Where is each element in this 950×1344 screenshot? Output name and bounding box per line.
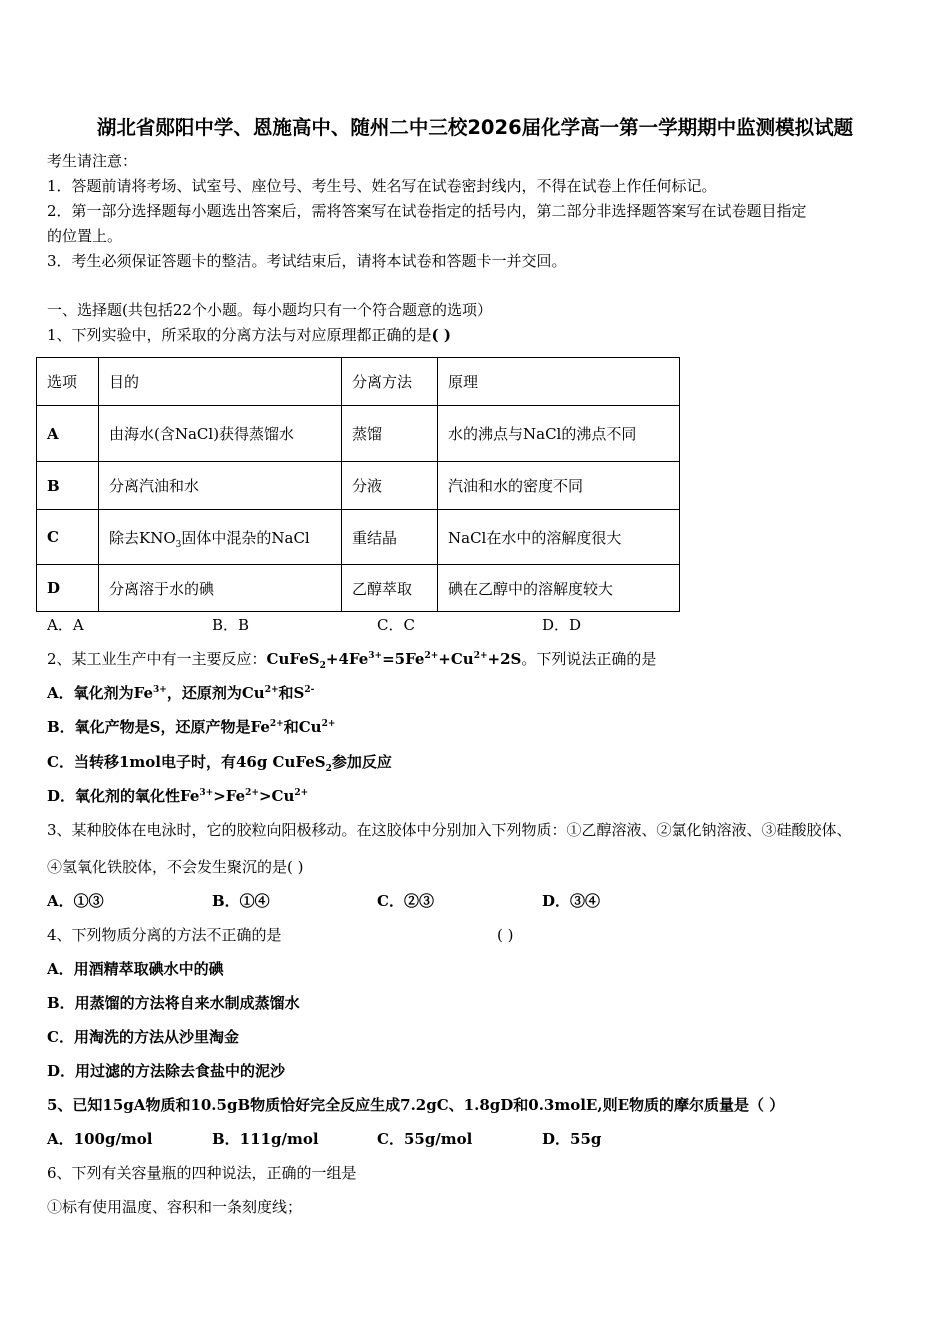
notice-item: 的位置上。 xyxy=(47,227,123,245)
table-cell-principle: 水的沸点与NaCl的沸点不同 xyxy=(438,406,680,462)
separation-table xyxy=(36,357,680,612)
notice-item: 1．答题前请将考场、试室号、座位号、考生号、姓名写在试卷密封线内，不得在试卷上作任何标记。 xyxy=(47,177,717,195)
option-c: C．用淘洗的方法从沙里淘金 xyxy=(47,1028,239,1046)
formula-superscript: 2+ xyxy=(473,651,488,661)
table-row xyxy=(37,406,680,462)
option-c: C．②③ xyxy=(377,892,434,910)
option-text: A．氧化剂为Fe xyxy=(47,684,154,702)
question-stem-text: 。下列说法正确的是 xyxy=(521,650,657,668)
formula-text: +4Fe xyxy=(325,650,369,668)
question-4-stem xyxy=(47,925,513,945)
table-header-cell: 选项 xyxy=(37,358,99,406)
question-3-options xyxy=(47,891,600,911)
notice-heading: 考生请注意： xyxy=(47,152,138,170)
formula-text: +Cu xyxy=(438,650,474,668)
table-header-cell: 分离方法 xyxy=(342,358,438,406)
option-text: >Fe xyxy=(213,787,246,805)
notice-item: 2．第一部分选择题每小题选出答案后，需将答案写在试卷指定的括号内，第二部分非选择题答案写在试卷题目指定 xyxy=(47,202,807,220)
formula-superscript: 2+ xyxy=(264,685,279,695)
table-cell-principle: 汽油和水的密度不同 xyxy=(438,462,680,510)
table-cell-method: 重结晶 xyxy=(342,510,438,565)
option-d: D．55g xyxy=(542,1130,602,1148)
table-cell-method: 蒸馏 xyxy=(342,406,438,462)
table-cell-option: D xyxy=(37,565,99,612)
option-text: D．氧化剂的氧化性Fe xyxy=(47,787,200,805)
table-cell-purpose xyxy=(99,510,342,565)
answer-bracket: ( ) xyxy=(497,926,514,944)
table-header-cell: 原理 xyxy=(438,358,680,406)
table-row xyxy=(37,565,680,612)
option-c: C．55g/mol xyxy=(377,1130,473,1148)
formula-superscript: 3+ xyxy=(153,685,167,695)
option-a: A．A xyxy=(47,616,84,634)
formula-subscript: 3 xyxy=(175,539,182,550)
option-a xyxy=(47,683,314,703)
option-b: B．用蒸馏的方法将自来水制成蒸馏水 xyxy=(47,994,300,1012)
option-text: B．氧化产物是S，还原产物是Fe xyxy=(47,718,270,736)
option-c: C．C xyxy=(377,616,415,634)
formula-superscript: 2+ xyxy=(269,719,284,729)
option-a: A．100g/mol xyxy=(47,1130,153,1148)
option-b: B．①④ xyxy=(212,892,270,910)
option-text: 参加反应 xyxy=(331,753,392,771)
formula-superscript: 2+ xyxy=(245,788,259,798)
table-cell-principle: 碘在乙醇中的溶解度较大 xyxy=(438,565,680,612)
question-1-stem xyxy=(47,325,451,345)
table-cell-purpose: 分离溶于水的碘 xyxy=(99,565,342,612)
formula-superscript: 2+ xyxy=(294,788,309,798)
option-text: ，还原剂为Cu xyxy=(166,684,265,702)
formula-superscript: 3+ xyxy=(199,788,214,798)
option-a: A．①③ xyxy=(47,892,104,910)
option-a: A．用酒精萃取碘水中的碘 xyxy=(47,960,224,978)
formula-text: =5Fe xyxy=(382,650,425,668)
option-d: D．用过滤的方法除去食盐中的泥沙 xyxy=(47,1062,286,1080)
option-d xyxy=(47,786,308,806)
option-text: 和Cu xyxy=(283,718,322,736)
formula-superscript: 2+ xyxy=(424,651,439,661)
question-stem-text: 2、某工业生产中有一主要反应： xyxy=(47,650,267,668)
question-1-options xyxy=(47,615,581,635)
table-cell-method: 分液 xyxy=(342,462,438,510)
notice-item: 3．考生必须保证答题卡的整洁。考试结束后，请将本试卷和答题卡一并交回。 xyxy=(47,252,567,270)
formula-subscript: 2 xyxy=(319,661,326,671)
question-5-options xyxy=(47,1129,601,1149)
option-b: B．B xyxy=(212,616,250,634)
answer-bracket: ( ) xyxy=(431,326,451,344)
table-header-cell: 目的 xyxy=(99,358,342,406)
formula-subscript: 2 xyxy=(325,764,332,774)
formula-superscript: 2+ xyxy=(321,719,336,729)
table-cell-option: C xyxy=(37,510,99,565)
question-stem-text: 4、下列物质分离的方法不正确的是 xyxy=(47,926,282,944)
reaction-equation xyxy=(266,650,522,671)
option-d: D．③④ xyxy=(542,892,601,910)
section-heading: 一、选择题(共包括22个小题。每小题均只有一个符合题意的选项） xyxy=(47,301,492,319)
question-6-stem: 6、下列有关容量瓶的四种说法，正确的一组是 xyxy=(47,1164,357,1182)
option-text: >Cu xyxy=(258,787,295,805)
table-cell-option: B xyxy=(37,462,99,510)
question-stem-text: 1、下列实验中，所采取的分离方法与对应原理都正确的是 xyxy=(47,326,432,344)
question-5-stem: 5、已知15gA物质和10.5gB物质恰好完全反应生成7.2gC、1.8gD和0.3molE,则E物质的摩尔质量是（ ） xyxy=(47,1096,785,1114)
exam-title: 湖北省郧阳中学、恩施高中、随州二中三校2026届化学高一第一学期期中监测模拟试题 xyxy=(96,116,854,139)
table-cell-option: A xyxy=(37,406,99,462)
table-cell-purpose: 分离汽油和水 xyxy=(99,462,342,510)
option-b: B．111g/mol xyxy=(212,1130,319,1148)
table-cell-purpose: 由海水(含NaCl)获得蒸馏水 xyxy=(99,406,342,462)
option-text: C．当转移1mol电子时，有46g CuFeS xyxy=(47,753,326,771)
formula-text: 固体中混杂的NaCl xyxy=(181,528,310,547)
formula-text: +2S xyxy=(487,650,522,668)
table-row xyxy=(37,510,680,565)
table-header-row xyxy=(37,358,680,406)
formula-text: CuFeS xyxy=(266,650,320,668)
formula-superscript: 2- xyxy=(304,685,315,695)
formula-superscript: 3+ xyxy=(368,651,383,661)
question-3-stem-cont: ④氢氧化铁胶体，不会发生聚沉的是( ) xyxy=(47,858,304,876)
table-cell-principle: NaCl在水中的溶解度很大 xyxy=(438,510,680,565)
question-6-item: ①标有使用温度、容积和一条刻度线； xyxy=(47,1198,303,1216)
formula-text: 除去KNO xyxy=(109,528,176,547)
table-cell-method: 乙醇萃取 xyxy=(342,565,438,612)
option-text: 和S xyxy=(278,684,305,702)
option-b xyxy=(47,717,335,737)
option-d: D．D xyxy=(542,616,582,634)
option-c xyxy=(47,752,392,772)
table-row xyxy=(37,462,680,510)
question-2-stem xyxy=(47,649,656,669)
question-3-stem: 3、某种胶体在电泳时，它的胶粒向阳极移动。在这胶体中分别加入下列物质：①乙醇溶液、②氯化钠溶液、③硅酸胶体、 xyxy=(47,821,852,839)
